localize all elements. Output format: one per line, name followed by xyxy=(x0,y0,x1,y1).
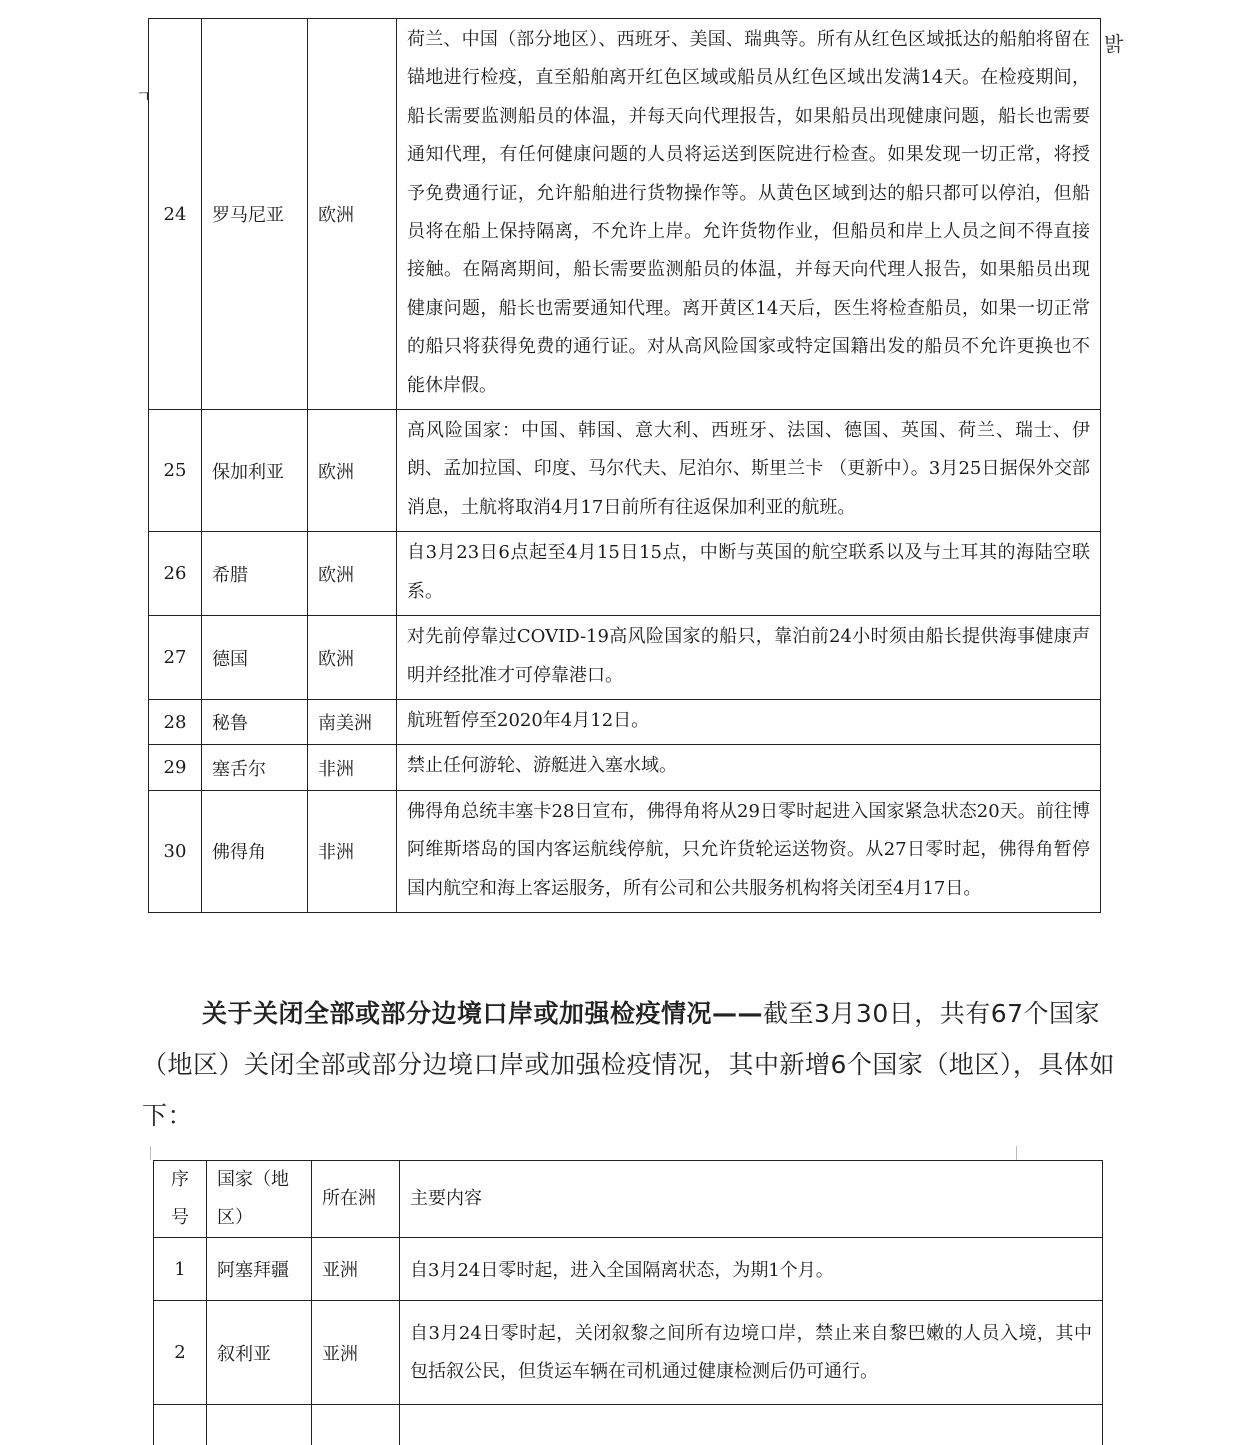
table-row xyxy=(149,19,1101,410)
table-row xyxy=(149,532,1101,616)
header-no: 序号 xyxy=(154,1161,207,1238)
header-country: 国家（地区） xyxy=(207,1161,312,1238)
row-number: 24 xyxy=(149,19,202,410)
row-number: 30 xyxy=(149,790,202,912)
country-cell: 罗马尼亚 xyxy=(202,19,308,410)
country-cell: 塞舌尔 xyxy=(202,745,308,790)
table-row xyxy=(154,1301,1103,1405)
table-row xyxy=(149,699,1101,744)
table-header-row xyxy=(154,1161,1103,1238)
country-cell: 保加利亚 xyxy=(202,410,308,532)
content-cell: 航班暂停至2020年4月12日。 xyxy=(397,699,1101,744)
table-row xyxy=(149,410,1101,532)
continent-cell: 亚洲 xyxy=(312,1301,400,1405)
content-cell: 自3月23日6点起至4月15日15点，中断与英国的航空联系以及与土耳其的海陆空联系。 xyxy=(397,532,1101,616)
border-closure-summary xyxy=(142,988,1117,1141)
content-cell: 自3月24日零时起，关闭叙黎之间所有边境口岸，禁止来自黎巴嫩的人员入境，其中包括叙公民，但货运车辆在司机通过健康检测后仍可通行。 xyxy=(400,1301,1103,1405)
continent-cell: 非洲 xyxy=(308,790,397,912)
country-cell: 德国 xyxy=(202,616,308,700)
summary-lead: 关于关闭全部或部分边境口岸或加强检疫情况—— xyxy=(202,999,764,1028)
continent-cell: 欧洲 xyxy=(308,19,397,410)
table-row xyxy=(149,790,1101,912)
margin-mark-right: 밝 xyxy=(1104,32,1124,56)
country-cell: 叙利亚 xyxy=(207,1301,312,1405)
continent-cell: 欧洲 xyxy=(308,616,397,700)
content-cell: 禁止任何游轮、游艇进入塞水域。 xyxy=(397,745,1101,790)
header-content: 主要内容 xyxy=(400,1161,1103,1238)
margin-mark-left: ㄱ xyxy=(136,87,152,106)
summary-text: 截至3月30日，共有67个国家（地区）关闭全部或部分边境口岸或加强检疫情况，其中新增6个国家（地区），具体如下： xyxy=(142,999,1115,1130)
row-number: 29 xyxy=(149,745,202,790)
border-closure-table xyxy=(153,1160,1103,1445)
header-continent: 所在洲 xyxy=(312,1161,400,1238)
row-number: 25 xyxy=(149,410,202,532)
content-cell: 对先前停靠过COVID-19高风险国家的船只，靠泊前24小时须由船长提供海事健康声明并经批准才可停靠港口。 xyxy=(397,616,1101,700)
table-row xyxy=(149,616,1101,700)
country-cell: 阿塞拜疆 xyxy=(207,1238,312,1301)
table-row xyxy=(154,1238,1103,1301)
row-number: 26 xyxy=(149,532,202,616)
continent-cell: 非洲 xyxy=(308,745,397,790)
row-number: 28 xyxy=(149,699,202,744)
row-number: 2 xyxy=(154,1301,207,1405)
row-number: 27 xyxy=(149,616,202,700)
continent-cell: 欧洲 xyxy=(308,410,397,532)
table-row xyxy=(149,745,1101,790)
content-cell: 荷兰、中国（部分地区）、西班牙、美国、瑞典等。所有从红色区域抵达的船舶将留在锚地进行检疫，直至船舶离开红色区域或船员从红色区域出发满14天。在检疫期间，船长需要监测船员的体温，并每天向代理报告，如果船员出现健康问题，船长也需要通知代理，有任何健康问题的人员将运送到医院进行检查。如果发现一切正常，将授予免费通行证，允许船舶进行货物操作等。从黄色区域到达的船只都可以停泊，但船员将在船上保持隔离，不允许上岸。允许货物作业，但船员和岸上人员之间不得直接接触。在隔离期间，船长需要监测船员的体温，并每天向代理人报告，如果船员出现健康问题，船长也需要通知代理。离开黄区14天后，医生将检查船员，如果一切正常的船只将获得免费的通行证。对从高风险国家或特定国籍出发的船员不允许更换也不能休岸假。 xyxy=(397,19,1101,410)
row-number: 1 xyxy=(154,1238,207,1301)
content-cell: 自3月24日零时起，进入全国隔离状态，为期1个月。 xyxy=(400,1238,1103,1301)
quarantine-table-continued xyxy=(148,18,1101,913)
table-row-partial xyxy=(154,1405,1103,1445)
country-cell: 秘鲁 xyxy=(202,699,308,744)
content-cell: 佛得角总统丰塞卡28日宣布，佛得角将从29日零时起进入国家紧急状态20天。前往博阿维斯塔岛的国内客运航线停航，只允许货轮运送物资。从27日零时起，佛得角暂停国内航空和海上客运服务，所有公司和公共服务机构将关闭至4月17日。 xyxy=(397,790,1101,912)
country-cell: 希腊 xyxy=(202,532,308,616)
content-cell: 高风险国家：中国、韩国、意大利、西班牙、法国、德国、英国、荷兰、瑞士、伊朗、孟加拉国、印度、马尔代夫、尼泊尔、斯里兰卡 （更新中）。3月25日据保外交部消息，土航将取消4月17日前所有往返保加利亚的航班。 xyxy=(397,410,1101,532)
country-cell: 佛得角 xyxy=(202,790,308,912)
continent-cell: 欧洲 xyxy=(308,532,397,616)
continent-cell: 亚洲 xyxy=(312,1238,400,1301)
continent-cell: 南美洲 xyxy=(308,699,397,744)
